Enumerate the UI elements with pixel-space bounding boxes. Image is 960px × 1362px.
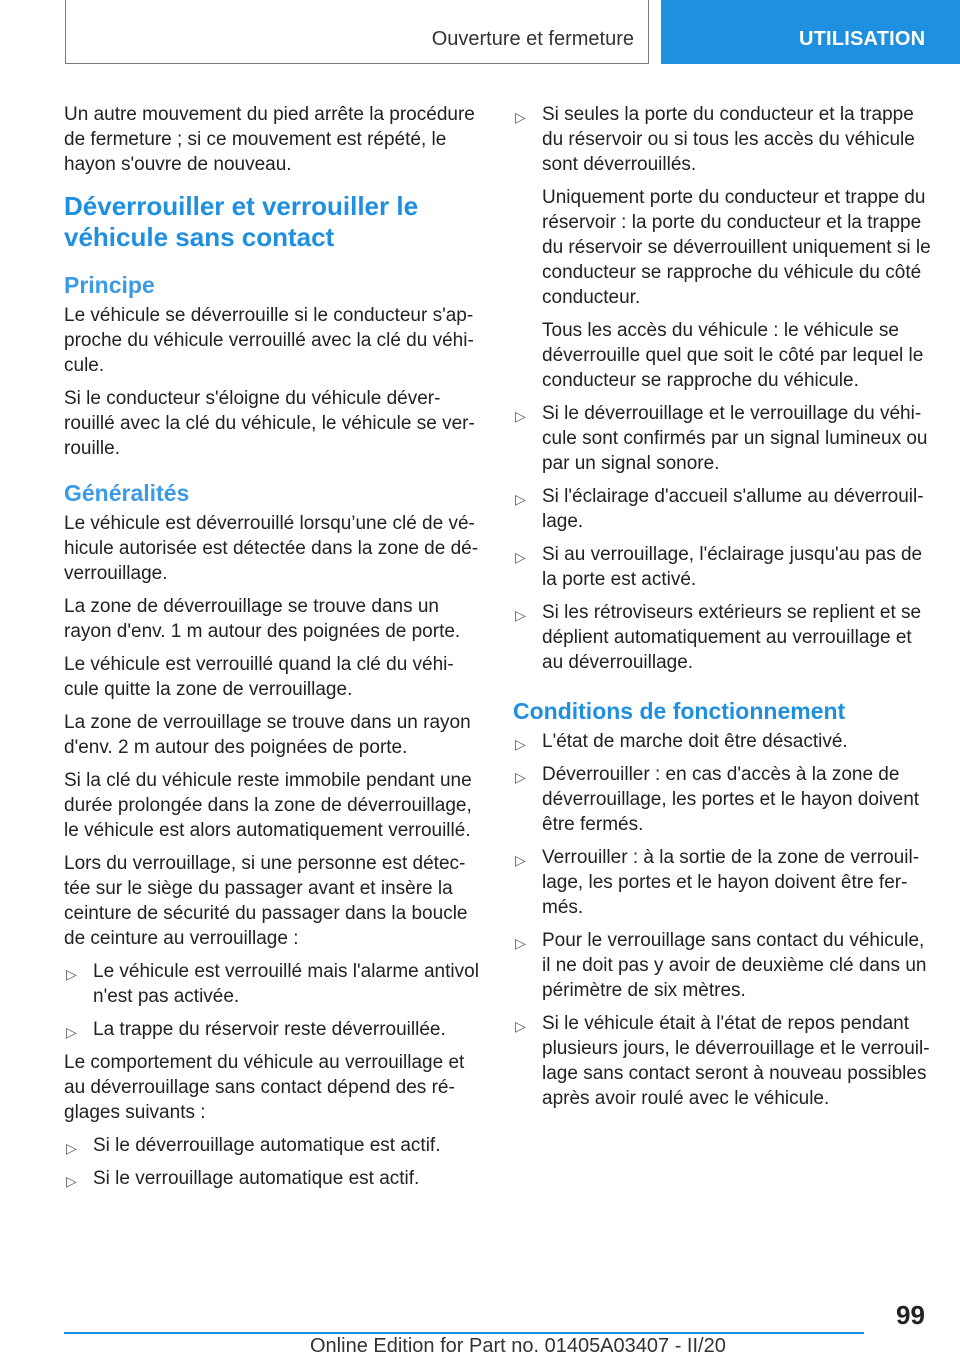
list-item-text: Le véhicule est verrouillé mais l'alarme antivol n'est pas activée. xyxy=(93,961,479,1007)
list-item-text: Si le véhicule était à l'état de repos pendant plusieurs jours, le déverrouillage et le verrouillage sans contact seront à nouveau possibles après avoir roulé avec le véhicule. xyxy=(542,1013,930,1109)
list-item xyxy=(513,600,931,675)
triangle-bullet-icon: ▷ xyxy=(66,1173,77,1189)
conditions-heading: Conditions de fonctionnement xyxy=(513,698,846,724)
section-title: Déverrouiller et verrouiller le véhicule sans contact xyxy=(64,191,419,252)
generalites-paragraph-7: Le comportement du véhicule au verrouillage et au déverrouillage sans contact dépend des réglages suivants : xyxy=(64,1052,465,1123)
list-item xyxy=(64,1166,480,1191)
triangle-bullet-icon: ▷ xyxy=(66,966,77,982)
list-item-text: Verrouiller : à la sortie de la zone de verrouillage, les portes et le hayon doivent être fermés. xyxy=(542,847,920,918)
header-section-title: Ouverture et fermeture xyxy=(431,28,634,50)
page-number: 99 xyxy=(896,1300,925,1330)
list-item-text: L'état de marche doit être désactivé. xyxy=(542,731,848,752)
list-item xyxy=(513,542,931,592)
list-sub-paragraph: Tous les accès du véhicule : le véhicule se déverrouille quel que soit le côté par lequel le conducteur se rapproche du véhicule. xyxy=(542,320,924,391)
list-item xyxy=(513,484,931,534)
triangle-bullet-icon: ▷ xyxy=(515,607,526,623)
header-chapter-label: UTILISATION xyxy=(799,28,926,50)
right-column xyxy=(513,102,931,1119)
list-item-text: Si au verrouillage, l'éclairage jusqu'au pas de la porte est activé. xyxy=(542,544,923,590)
generalites-paragraph-1: Le véhicule est déverrouillé lorsqu’une clé de véhicule autorisée est détectée dans la zone de déverrouillage. xyxy=(64,513,479,584)
list-item-text: Si l'éclairage d'accueil s'allume au déverrouillage. xyxy=(542,486,924,532)
list-item-text: La trappe du réservoir reste déverrouillée. xyxy=(93,1019,446,1040)
principe-paragraph-1: Le véhicule se déverrouille si le conducteur s'approche du véhicule verrouillé avec la clé du véhicule. xyxy=(64,305,474,376)
triangle-bullet-icon: ▷ xyxy=(515,769,526,785)
list-item-text: Si le déverrouillage automatique est actif. xyxy=(93,1135,441,1156)
list-item xyxy=(64,1133,480,1158)
list-item xyxy=(513,102,931,177)
triangle-bullet-icon: ▷ xyxy=(515,935,526,951)
list-item xyxy=(513,1011,931,1111)
generalites-paragraph-5: Si la clé du véhicule reste immobile pendant une durée prolongée dans la zone de déverrouillage, le véhicule est alors automatiquement verrouillé. xyxy=(64,770,472,841)
generalites-paragraph-4: La zone de verrouillage se trouve dans un rayon d'env. 2 m autour des poignées de porte. xyxy=(64,712,471,758)
triangle-bullet-icon: ▷ xyxy=(515,491,526,507)
list-item xyxy=(513,729,931,754)
intro-paragraph: Un autre mouvement du pied arrête la procédure de fermeture ; si ce mouvement est répété, le hayon s'ouvre de nouveau. xyxy=(64,104,475,175)
list-item xyxy=(64,959,480,1009)
principe-heading: Principe xyxy=(64,272,155,298)
header-section-box xyxy=(65,0,649,64)
list-item-text: Déverrouiller : en cas d'accès à la zone de déverrouillage, les portes et le hayon doivent être fermés. xyxy=(542,764,920,835)
triangle-bullet-icon: ▷ xyxy=(515,736,526,752)
list-item xyxy=(513,845,931,920)
list-item xyxy=(513,401,931,476)
generalites-paragraph-3: Le véhicule est verrouillé quand la clé du véhicule quitte la zone de verrouillage. xyxy=(64,654,454,700)
list-item-text: Si le verrouillage automatique est actif. xyxy=(93,1168,420,1189)
list-item-text: Pour le verrouillage sans contact du véhicule, il ne doit pas y avoir de deuxième clé dans un périmètre de six mètres. xyxy=(542,930,927,1001)
generalites-heading: Généralités xyxy=(64,480,190,506)
footer-edition: Online Edition for Part no. 01405A03407 - II/20 xyxy=(310,1335,726,1357)
list-item xyxy=(64,1017,480,1042)
triangle-bullet-icon: ▷ xyxy=(515,109,526,125)
footer-divider xyxy=(64,1332,864,1334)
list-sub-paragraph: Uniquement porte du conducteur et trappe du réservoir : la porte du conducteur et la trappe du réservoir se déverrouillent uniquement si le conducteur se rapproche du véhicule du côté conducteur. xyxy=(542,187,931,308)
triangle-bullet-icon: ▷ xyxy=(66,1140,77,1156)
list-item xyxy=(513,762,931,837)
list-item xyxy=(513,928,931,1003)
triangle-bullet-icon: ▷ xyxy=(515,549,526,565)
triangle-bullet-icon: ▷ xyxy=(515,1018,526,1034)
triangle-bullet-icon: ▷ xyxy=(515,408,526,424)
generalites-paragraph-6: Lors du verrouillage, si une personne est détectée sur le siège du passager avant et insère la ceinture de sécurité du passager dans la boucle de ceinture au verrouillage : xyxy=(64,853,468,949)
triangle-bullet-icon: ▷ xyxy=(66,1024,77,1040)
left-column xyxy=(64,102,480,1199)
list-item-text: Si les rétroviseurs extérieurs se replient et se déplient automatiquement au verrouillage et au déverrouillage. xyxy=(542,602,922,673)
principe-paragraph-2: Si le conducteur s'éloigne du véhicule déverrouillé avec la clé du véhicule, le véhicule se verrouille. xyxy=(64,388,475,459)
triangle-bullet-icon: ▷ xyxy=(515,852,526,868)
header-chapter-tab[interactable] xyxy=(661,0,960,64)
list-item-text: Si seules la porte du conducteur et la trappe du réservoir ou si tous les accès du véhicule sont déverrouillés. xyxy=(542,104,915,175)
list-item-text: Si le déverrouillage et le verrouillage du véhicule sont confirmés par un signal lumineux ou par un signal sonore. xyxy=(542,403,928,474)
generalites-paragraph-2: La zone de déverrouillage se trouve dans un rayon d'env. 1 m autour des poignées de porte. xyxy=(64,596,461,642)
